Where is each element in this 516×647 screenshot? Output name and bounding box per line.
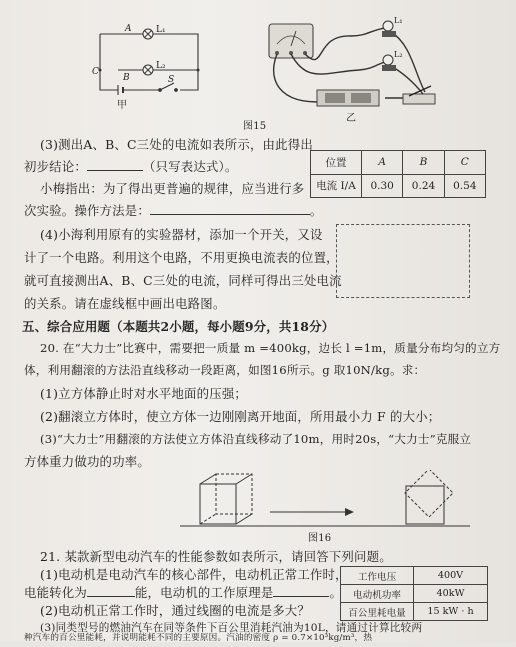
fig16-caption: 图16 [308, 533, 332, 544]
ev-spec-label-voltage: 工作电压 [341, 567, 414, 585]
q20-part-3-line-2: 方体重力做功的功率。 [24, 454, 150, 469]
ev-spec-value-voltage: 400V [414, 567, 488, 585]
q4-line-4: 的关系。请在虚线框中画出电路图。 [24, 296, 226, 311]
q21-part-3-line-2: 种汽车的百公里能耗，并说明能耗不同的主要原因。汽油的密度 ρ = 0.7×10³kg/m³，热 [24, 633, 373, 643]
q4-line-1: (4)小海利用原有的实验器材，添加一个开关，又设 [40, 227, 323, 242]
fig15-lamp-2-label: L₂ [156, 61, 166, 71]
q21-part-1-line-2: 电能转化为 能，电动机的工作原理是 。 [24, 585, 343, 600]
q3-line-1: (3)测出A、B、C三处的电流如表所示，由此得出 [40, 137, 313, 152]
fig15-switch-label: S [168, 75, 175, 85]
q4-line-3: 就可直接测出A、B、C三处的电流，同样可得出三处电流 [24, 273, 342, 288]
q21-answer-blank-1[interactable] [87, 596, 135, 597]
q3-line-2: 初步结论： （只写表达式）。 [24, 159, 238, 174]
q3-answer-blank-2[interactable] [150, 214, 310, 215]
ev-spec-table [340, 566, 488, 621]
q20-line-2: 体，利用翻滚的方法沿直线移动一段距离，如图16所示。g 取10N/kg。求： [24, 363, 426, 377]
q21-answer-blank-2[interactable] [273, 596, 329, 597]
ev-spec-value-consumption: 15 kW · h [414, 603, 488, 621]
fig15-meter-lamp-1-label: L₁ [394, 16, 403, 25]
fig15-jia-label: 甲 [117, 100, 128, 111]
q3-line-3: 小梅指出：为了得出更普遍的规律，应当进行多 [40, 181, 305, 196]
q21-part-3-line-1: (3)同类型号的燃油汽车在同等条件下百公里消耗汽油为10L，请通过计算比较两 [40, 622, 423, 634]
q3-answer-blank-1[interactable] [87, 170, 143, 171]
q20-line-1: 20. 在“大力士”比赛中，需要把一质量 m =400kg，边长 l =1m，质量分布均匀的立方 [40, 341, 501, 355]
fig15-lamp-1-label: L₁ [156, 25, 166, 35]
fig15-point-c: C [92, 67, 99, 77]
current-table-header-position: 位置 [311, 151, 362, 175]
q20-part-2: (2)翻滚立方体时，使立方体一边刚刚离开地面，所用最小力 F 的大小； [40, 409, 441, 424]
fig15-caption: 图15 [243, 121, 267, 132]
current-table [310, 150, 486, 198]
fig15-point-b: B [123, 73, 130, 83]
q21-part-2: (2)电动机正常工作时，通过线圈的电流是多大？ [40, 603, 310, 618]
fig15-meter-lamp-2-label: L₂ [394, 50, 403, 59]
current-table-value-a: 0.30 [362, 174, 403, 198]
fig15-yi-label: 乙 [346, 113, 357, 124]
current-table-value-c: 0.54 [444, 174, 485, 198]
q4-line-2: 计了一个电路。利用这个电路，不用更换电流表的位置， [24, 250, 339, 265]
current-table-header-c: C [444, 151, 485, 175]
q3-line-4: 次实验。操作方法是： 。 [24, 203, 323, 218]
fig15-point-a: A [125, 24, 132, 34]
q20-part-3-line-1: (3)“大力士”用翻滚的方法使立方体沿直线移动了10m，用时20s，“大力士”克服立 [40, 432, 472, 446]
circuit-drawing-box[interactable] [336, 224, 470, 298]
q21-intro: 21. 某款新型电动汽车的性能参数如表所示，请回答下列问题。 [40, 549, 392, 564]
current-table-value-b: 0.24 [403, 174, 444, 198]
ev-spec-label-consumption: 百公里耗电量 [341, 603, 414, 621]
current-table-header-b: B [403, 151, 444, 175]
fig15-circuit-jia [80, 22, 210, 110]
current-table-row-label: 电流 I/A [311, 174, 362, 198]
q21-part-1-line-1: (1)电动机是电动汽车的核心部件，电动机正常工作时， [40, 567, 348, 582]
ev-spec-value-power: 40kW [414, 585, 488, 603]
section-5-title: 五、综合应用题（本题共2小题，每小题9分，共18分） [22, 319, 335, 334]
q20-part-1: (1)立方体静止时对水平地面的压强； [40, 386, 248, 401]
ev-spec-label-power: 电动机功率 [341, 585, 414, 603]
fig15-apparatus-yi [255, 14, 445, 114]
current-table-header-a: A [362, 151, 403, 175]
